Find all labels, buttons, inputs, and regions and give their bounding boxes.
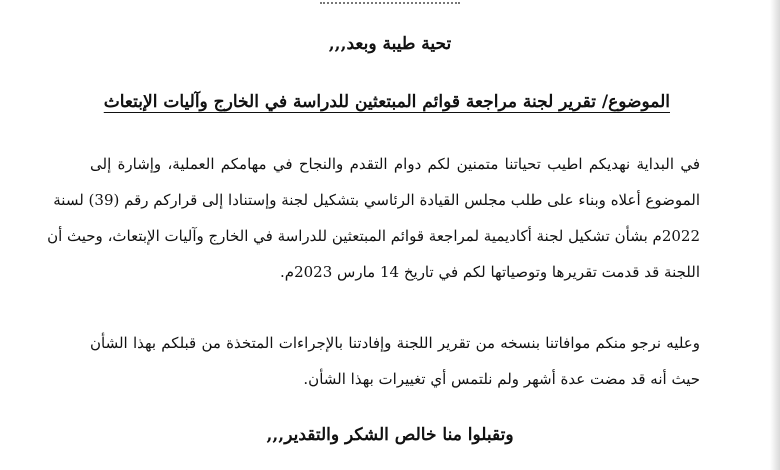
greeting-line: تحية طيبة وبعد,,, [328, 34, 452, 54]
closing-line: وتقبلوا منا خالص الشكر والتقدير,,, [266, 425, 514, 445]
paragraph-line: 2022م بشأن تشكيل لجنة أكاديمية لمراجعة قوائم المبتعثين للدراسة في الخارج وآليات الإبتعاث، وحيث أن [47, 227, 700, 245]
cropped-header-text [320, 0, 460, 4]
body-paragraph-2 [90, 325, 700, 397]
subject-line: الموضوع/ تقرير لجنة مراجعة قوائم المبتعثين للدراسة في الخارج وآليات الإبتعاث [103, 92, 670, 112]
paragraph-line: الموضوع أعلاه وبناء على طلب مجلس القيادة الرئاسي بتشكيل لجنة وإستنادا إلى قراركم رقم (39) لسنة [53, 191, 700, 209]
paragraph-line: اللجنة قد قدمت تقريرها وتوصياتها لكم في تاريخ 14 مارس 2023م. [280, 263, 700, 281]
paragraph-line: حيث أنه قد مضت عدة أشهر ولم نلتمس أي تغييرات بهذا الشأن. [303, 370, 700, 388]
paragraph-line: في البداية نهديكم اطيب تحياتنا متمنين لكم دوام التقدم والنجاح في مهامكم العملية، وإشارة إلى [90, 155, 700, 173]
paragraph-line: وعليه نرجو منكم موافاتنا بنسخه من تقرير اللجنة وإفادتنا بالإجراءات المتخذة من قبلكم بهذا الشأن [90, 334, 700, 352]
body-paragraph-1 [47, 146, 700, 290]
page-edge-shadow [770, 0, 780, 470]
